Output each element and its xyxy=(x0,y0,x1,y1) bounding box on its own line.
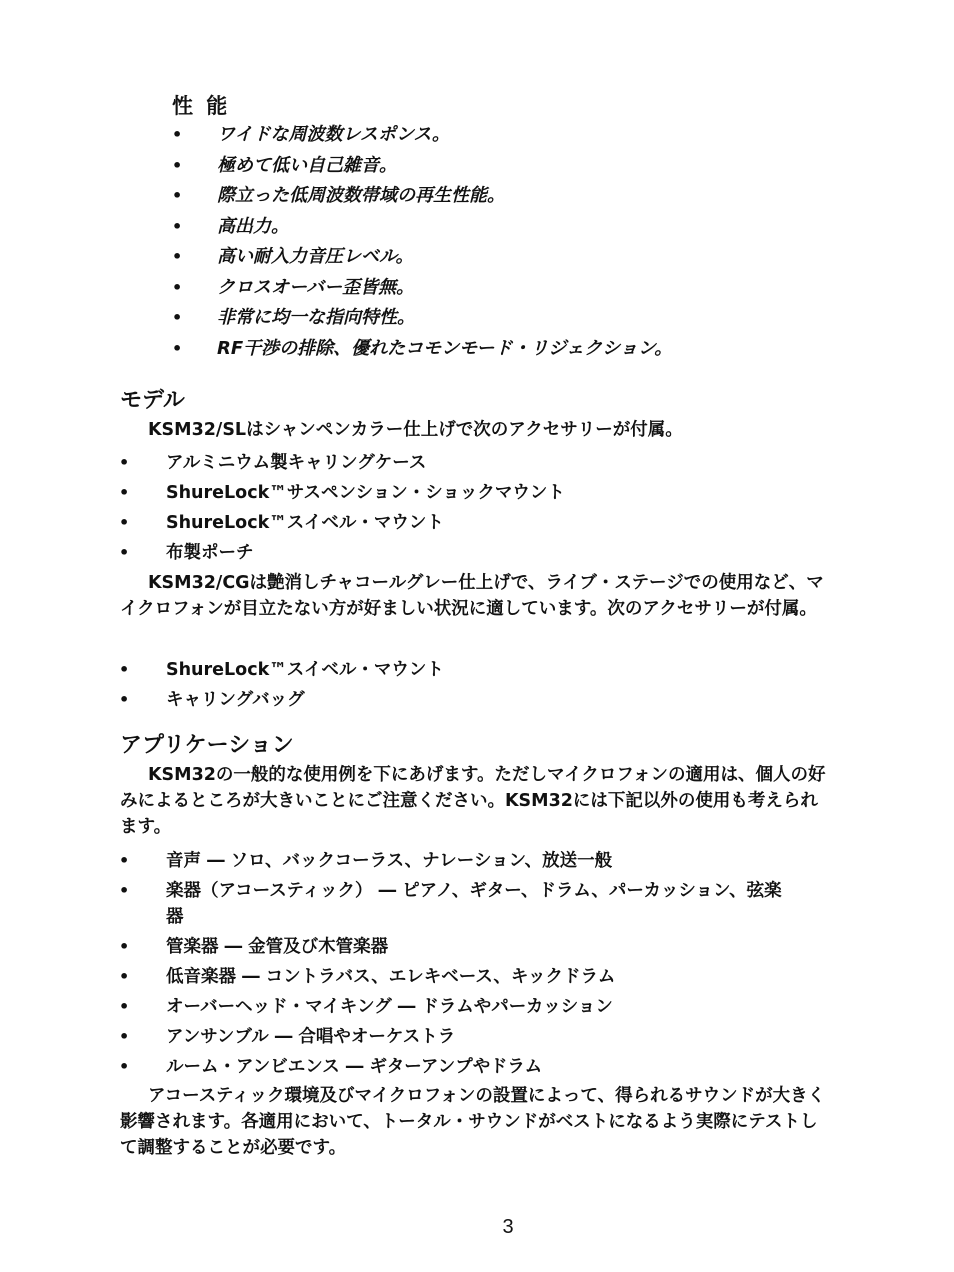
bullet-icon: • xyxy=(119,453,130,472)
bullet-icon: • xyxy=(172,308,183,327)
features-list xyxy=(172,120,672,364)
feature-item: • RF干渉の排除、優れたコモンモード・リジェクション。 xyxy=(172,334,672,365)
feature-item: • 非常に均一な指向特性。 xyxy=(172,303,672,334)
bullet-icon: • xyxy=(119,1027,130,1046)
feature-item: • クロスオーバー歪皆無。 xyxy=(172,273,672,304)
bullet-icon: • xyxy=(172,125,183,144)
list-item: • 布製ポーチ xyxy=(119,540,834,566)
feature-item: • 高い耐入力音圧レベル。 xyxy=(172,242,672,273)
list-item: • 管楽器 ― 金管及び木管楽器 xyxy=(119,934,834,960)
feature-item: • 際立った低周波数帯域の再生性能。 xyxy=(172,181,672,212)
list-item: • 低音楽器 ― コントラバス、エレキベース、キックドラム xyxy=(119,964,834,990)
cg-accessory-list xyxy=(119,657,834,717)
feature-item: • 高出力。 xyxy=(172,212,672,243)
list-item: • オーバーヘッド・マイキング ― ドラムやパーカッション xyxy=(119,994,834,1020)
features-title: 性 能 xyxy=(172,94,231,118)
bullet-icon: • xyxy=(172,277,183,297)
list-item: • ルーム・アンビエンス ― ギターアンプやドラム xyxy=(119,1054,834,1080)
cg-model-description: KSM32/CGは艶消しチャコールグレー仕上げで、ライブ・ステージでの使用など、マイクロフォンが目立たない方が好ましい状況に適しています。次のアクセサリーが付属。 xyxy=(120,573,824,619)
page-number: 3 xyxy=(502,1216,514,1238)
bullet-icon: • xyxy=(172,338,183,358)
bullet-icon: • xyxy=(119,543,130,562)
bullet-icon: • xyxy=(172,155,183,175)
sl-accessory-list xyxy=(119,450,834,570)
models-heading: モデル xyxy=(120,388,185,413)
feature-item: • ワイドな周波数レスポンス。 xyxy=(172,120,672,151)
list-item: • キャリングバッグ xyxy=(119,687,834,713)
bullet-icon: • xyxy=(119,690,130,709)
bullet-icon: • xyxy=(119,881,130,900)
bullet-icon: • xyxy=(172,247,183,266)
bullet-icon: • xyxy=(119,483,130,502)
list-item: • ShureLock™スイベル・マウント xyxy=(119,657,834,683)
list-item: • 音声 ― ソロ、バックコーラス、ナレーション、放送一般 xyxy=(119,848,834,874)
bullet-icon: • xyxy=(172,186,183,205)
feature-item: • 極めて低い自己雑音。 xyxy=(172,151,672,182)
bullet-icon: • xyxy=(119,513,130,532)
list-item: • アンサンブル ― 合唱やオーケストラ xyxy=(119,1024,834,1050)
list-item: • ShureLock™スイベル・マウント xyxy=(119,510,834,536)
bullet-icon: • xyxy=(119,851,130,870)
list-item: • ShureLock™サスペンション・ショックマウント xyxy=(119,480,834,506)
applications-list xyxy=(119,848,834,1084)
list-item: • 楽器（アコースティック） ― ピアノ、ギター、ドラム、パーカッション、弦楽器 xyxy=(119,878,834,930)
bullet-icon: • xyxy=(119,937,130,956)
bullet-icon: • xyxy=(119,997,130,1016)
sl-model-description: KSM32/SLはシャンペンカラー仕上げで次のアクセサリーが付属。 xyxy=(148,420,683,440)
bullet-icon: • xyxy=(119,1057,130,1076)
bullet-icon: • xyxy=(119,967,130,986)
applications-intro: KSM32の一般的な使用例を下にあげます。ただしマイクロフォンの適用は、個人の好みによるところが大きいことにご注意ください。KSM32には下記以外の使用も考えられます。 xyxy=(120,765,826,837)
applications-heading: アプリケーション xyxy=(120,733,294,758)
list-item: • アルミニウム製キャリングケース xyxy=(119,450,834,476)
applications-closing: アコースティック環境及びマイクロフォンの設置によって、得られるサウンドが大きく影響されます。各適用において、トータル・サウンドがベストになるよう実際にテストして調整することが必要です。 xyxy=(120,1086,826,1158)
bullet-icon: • xyxy=(172,216,183,236)
bullet-icon: • xyxy=(119,660,130,679)
